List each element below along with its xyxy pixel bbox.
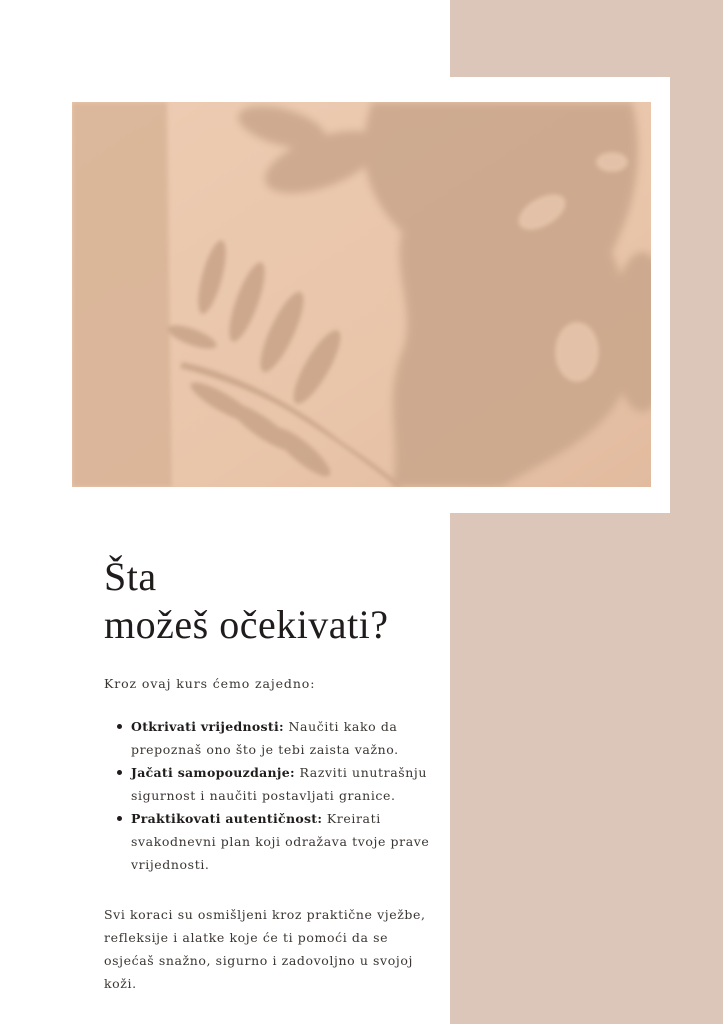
intro-text: Kroz ovaj kurs ćemo zajedno:	[104, 676, 316, 691]
list-item	[131, 807, 439, 876]
plant-shadow-illustration	[72, 102, 651, 487]
bullet-icon	[117, 724, 122, 729]
benefits-list	[104, 715, 439, 876]
list-item-label: Otkrivati vrijednosti:	[131, 719, 284, 734]
list-item-label: Praktikovati autentičnost:	[131, 811, 323, 826]
list-item-text: Naučiti kako da prepoznaš ono što je tebi zaista važno.	[131, 719, 399, 757]
plant-shadow-image	[72, 102, 651, 487]
list-item-label: Jačati samopouzdanje:	[131, 765, 295, 780]
list-item-text: Kreirati svakodnevni plan koji odražava tvoje prave vrijednosti.	[131, 811, 430, 872]
title-line-1: Šta	[104, 554, 157, 599]
bullet-icon	[117, 816, 122, 821]
bullet-icon	[117, 770, 122, 775]
content-column	[104, 553, 439, 995]
list-item	[131, 761, 439, 807]
list-item-text: Razviti unutrašnju sigurnost i naučiti postavljati granice.	[131, 765, 428, 803]
closing-text: Svi koraci su osmišljeni kroz praktične vježbe, refleksije i alatke koje će ti pomoći da se osjećaš snažno, sigurno i zadovoljno u svojoj koži.	[104, 907, 426, 991]
title-line-2: možeš očekivati?	[104, 602, 389, 647]
page-title	[104, 553, 439, 649]
list-item	[131, 715, 439, 761]
